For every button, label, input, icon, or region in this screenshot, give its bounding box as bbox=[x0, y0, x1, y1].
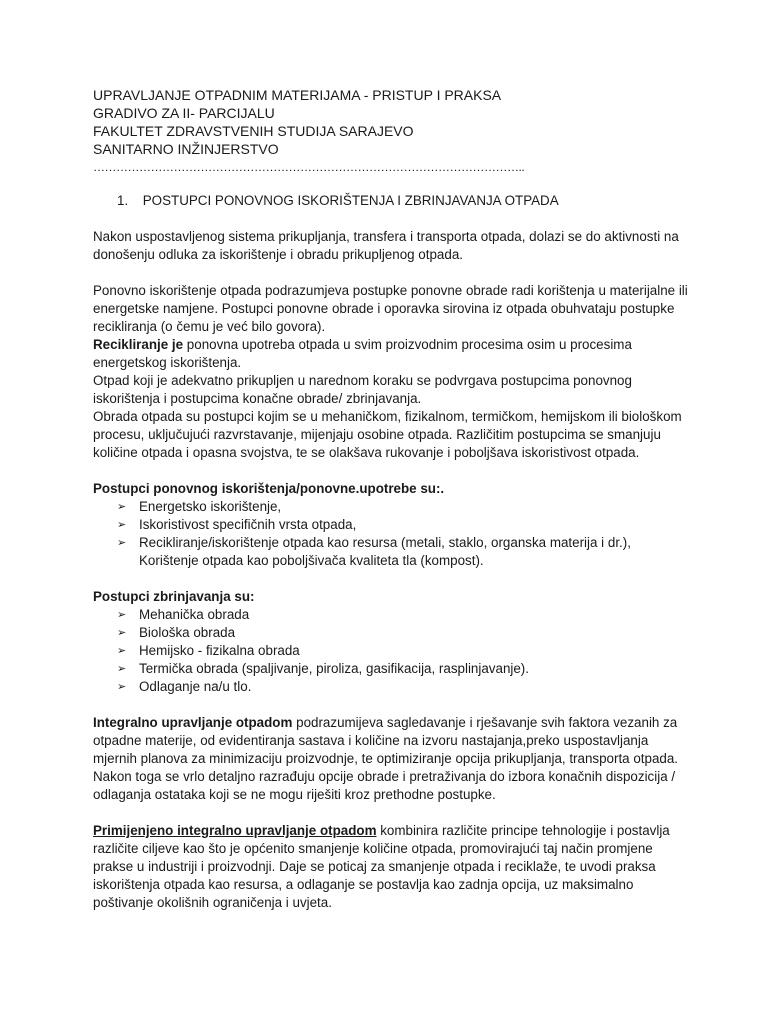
section-number: 1. bbox=[117, 193, 129, 208]
integral-management-term: Integralno upravljanje otpadom bbox=[93, 715, 293, 730]
reuse-list-heading: Postupci ponovnog iskorištenja/ponovne.upotrebe su:. bbox=[93, 481, 445, 496]
paragraph-intro: Nakon uspostavljenog sistema prikupljanja, transfera i transporta otpada, dolazi se do aktivnosti na donošenju odluka za iskorištenje i obradu prikupljenog otpada. bbox=[93, 229, 679, 262]
list-item: ➢ Mehanička obrada bbox=[117, 607, 250, 622]
paragraph-applied-management bbox=[93, 822, 693, 912]
paragraph-recycling bbox=[93, 336, 693, 372]
arrow-bullet-icon: ➢ bbox=[117, 609, 127, 621]
header-program: SANITARNO INŽINJERSTVO bbox=[93, 141, 279, 157]
list-item: ➢ Odlaganje na/u tlo. bbox=[117, 679, 252, 694]
integral-management-text: podrazumijeva sagledavanje i rješavanje svih faktora vezanih za otpadne materije, od evidentiranja sastava i količine na izvoru nastajanja,preko uspostavljanja mjernih planova za minimizaciju proizvodnje, te optimiziranje opcija prikupljanja, transporta otpada. Nakon toga se vrlo detaljno razrađuju opcije obrade i pretraživanja do izbora konačnih dispozicija / odlaganja ostataka koji se ne mogu riješiti kroz prethodne postupke. bbox=[93, 715, 679, 802]
disposal-list-heading: Postupci zbrinjavanja su: bbox=[93, 589, 255, 604]
arrow-bullet-icon: ➢ bbox=[117, 519, 127, 531]
paragraph-waste-treatment: Obrada otpada su postupci kojim se u mehaničkom, fizikalnom, termičkom, hemijskom ili biološkom procesu, uključujući razvrstavanje, mijenjaju osobine otpada. Različitim postupcima se smanjuju količine otpada i opasna svojstva, te se olakšava rukovanje i poboljšava iskoristivost otpada. bbox=[93, 409, 682, 460]
arrow-bullet-icon: ➢ bbox=[117, 663, 127, 675]
header-subtitle: GRADIVO ZA II- PARCIJALU bbox=[93, 105, 275, 121]
document-page bbox=[93, 86, 693, 912]
applied-management-term: Primijenjeno integralno upravljanje otpadom bbox=[93, 823, 377, 838]
paragraph-integral-management bbox=[93, 714, 693, 804]
list-item: ➢ Energetsko iskorištenje, bbox=[117, 499, 282, 514]
section-title-text: POSTUPCI PONOVNOG ISKORIŠTENJA I ZBRINJAVANJA OTPADA bbox=[142, 193, 559, 208]
arrow-bullet-icon: ➢ bbox=[117, 681, 127, 693]
header-separator: ………………………………………………………………………………………………….. bbox=[93, 160, 525, 174]
paragraph-collected-waste: Otpad koji je adekvatno prikupljen u narednom koraku se podvrgava postupcima ponovnog iskorištenja i postupcima konačne obrade/ zbrinjavanja. bbox=[93, 373, 632, 406]
list-item: ➢ Recikliranje/iskorištenje otpada kao resursa (metali, staklo, organska materija i dr.), Korištenje otpada kao poboljšivača kvaliteta tla (kompost). bbox=[117, 535, 631, 568]
list-item: ➢ Iskoristivost specifičnih vrsta otpada, bbox=[117, 517, 357, 532]
header-title: UPRAVLJANJE OTPADNIM MATERIJAMA - PRISTUP I PRAKSA bbox=[93, 87, 502, 103]
list-item: ➢ Biološka obrada bbox=[117, 625, 236, 640]
recycling-definition: ponovna upotreba otpada u svim proizvodnim procesima osim u procesima energetskog iskorištenja. bbox=[93, 337, 632, 370]
paragraph-reuse-definition: Ponovno iskorištenje otpada podrazumjeva postupke ponovne obrade radi korištenja u materijalne ili energetske namjene. Postupci ponovne obrade i oporavka sirovina iz otpada obuhvataju postupke recikliranja (o čemu je već bilo govora). bbox=[93, 283, 688, 334]
header-faculty: FAKULTET ZDRAVSTVENIH STUDIJA SARAJEVO bbox=[93, 123, 414, 139]
disposal-list bbox=[93, 606, 693, 696]
arrow-bullet-icon: ➢ bbox=[117, 645, 127, 657]
section-heading bbox=[93, 192, 693, 210]
list-item: ➢ Termička obrada (spaljivanje, piroliza, gasifikacija, rasplinjavanje). bbox=[117, 661, 529, 676]
arrow-bullet-icon: ➢ bbox=[117, 537, 127, 549]
recycling-term: Recikliranje je bbox=[93, 337, 184, 352]
document-header bbox=[93, 86, 693, 175]
arrow-bullet-icon: ➢ bbox=[117, 627, 127, 639]
arrow-bullet-icon: ➢ bbox=[117, 501, 127, 513]
applied-management-text: kombinira različite principe tehnologije i postavlja različite ciljeve kao što je općenito smanjenje količine otpada, promovirajući taj način promjene prakse u industriji i proizvodnji. Daje se poticaj za smanjenje otpada i reciklaže, te uvodi praksa iskorištenja otpada kao resursa, a odlaganje se postavlja kao zadnja opcija, uz maksimalno poštivanje okolišnih ograničenja i uvjeta. bbox=[93, 823, 670, 910]
list-item: ➢ Hemijsko - fizikalna obrada bbox=[117, 643, 300, 658]
reuse-list bbox=[93, 498, 693, 570]
